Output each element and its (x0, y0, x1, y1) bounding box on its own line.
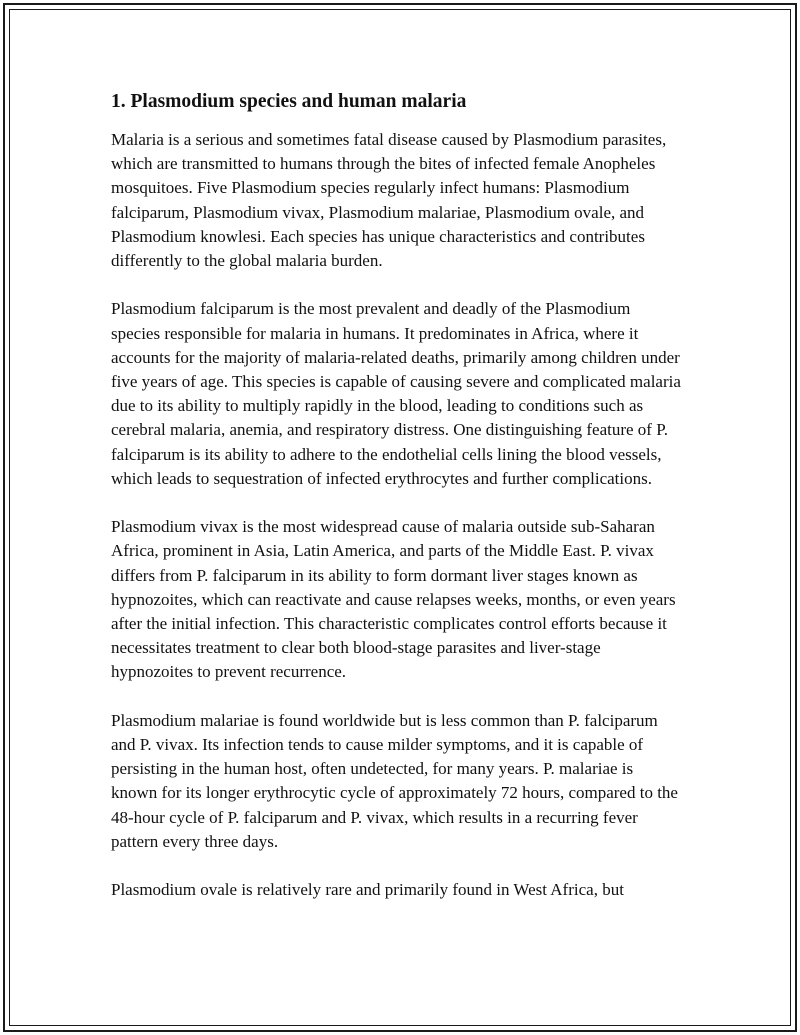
paragraph-falciparum: Plasmodium falciparum is the most prevalent and deadly of the Plasmodium species responsible for malaria in humans. It predominates in Africa, where it accounts for the majority of malaria-related deaths, primarily among children under five years of age. This species is capable of causing severe and complicated malaria due to its ability to multiply rapidly in the blood, leading to conditions such as cerebral malaria, anemia, and respiratory distress. One distinguishing feature of P. falciparum is its ability to adhere to the endothelial cells lining the blood vessels, which leads to sequestration of infected erythrocytes and further complications. (111, 299, 681, 488)
document-body (111, 88, 683, 927)
paragraph-malariae: Plasmodium malariae is found worldwide but is less common than P. falciparum and P. vivax. Its infection tends to cause milder symptoms, and it is capable of persisting in the human host, often undetected, for many years. P. malariae is known for its longer erythrocytic cycle of approximately 72 hours, compared to the 48-hour cycle of P. falciparum and P. vivax, which results in a recurring fever pattern every three days. (111, 710, 678, 851)
paragraph-malaria-overview: Malaria is a serious and sometimes fatal disease caused by Plasmodium parasites, which are transmitted to humans through the bites of infected female Anopheles mosquitoes. Five Plasmodium species regularly infect humans: Plasmodium falciparum, Plasmodium vivax, Plasmodium malariae, Plasmodium ovale, and Plasmodium knowlesi. Each species has unique characteristics and contributes differently to the global malaria burden. (111, 130, 667, 271)
section-heading: 1. Plasmodium species and human malaria (111, 91, 467, 112)
paragraph-ovale: Plasmodium ovale is relatively rare and primarily found in West Africa, but (111, 880, 624, 900)
paragraph-vivax: Plasmodium vivax is the most widespread cause of malaria outside sub-Saharan Africa, prominent in Asia, Latin America, and parts of the Middle East. P. vivax differs from P. falciparum in its ability to form dormant liver stages known as hypnozoites, which can reactivate and cause relapses weeks, months, or even years after the initial infection. This characteristic complicates control efforts because it necessitates treatment to clear both blood-stage parasites and liver-stage hypnozoites to prevent recurrence. (111, 517, 676, 682)
